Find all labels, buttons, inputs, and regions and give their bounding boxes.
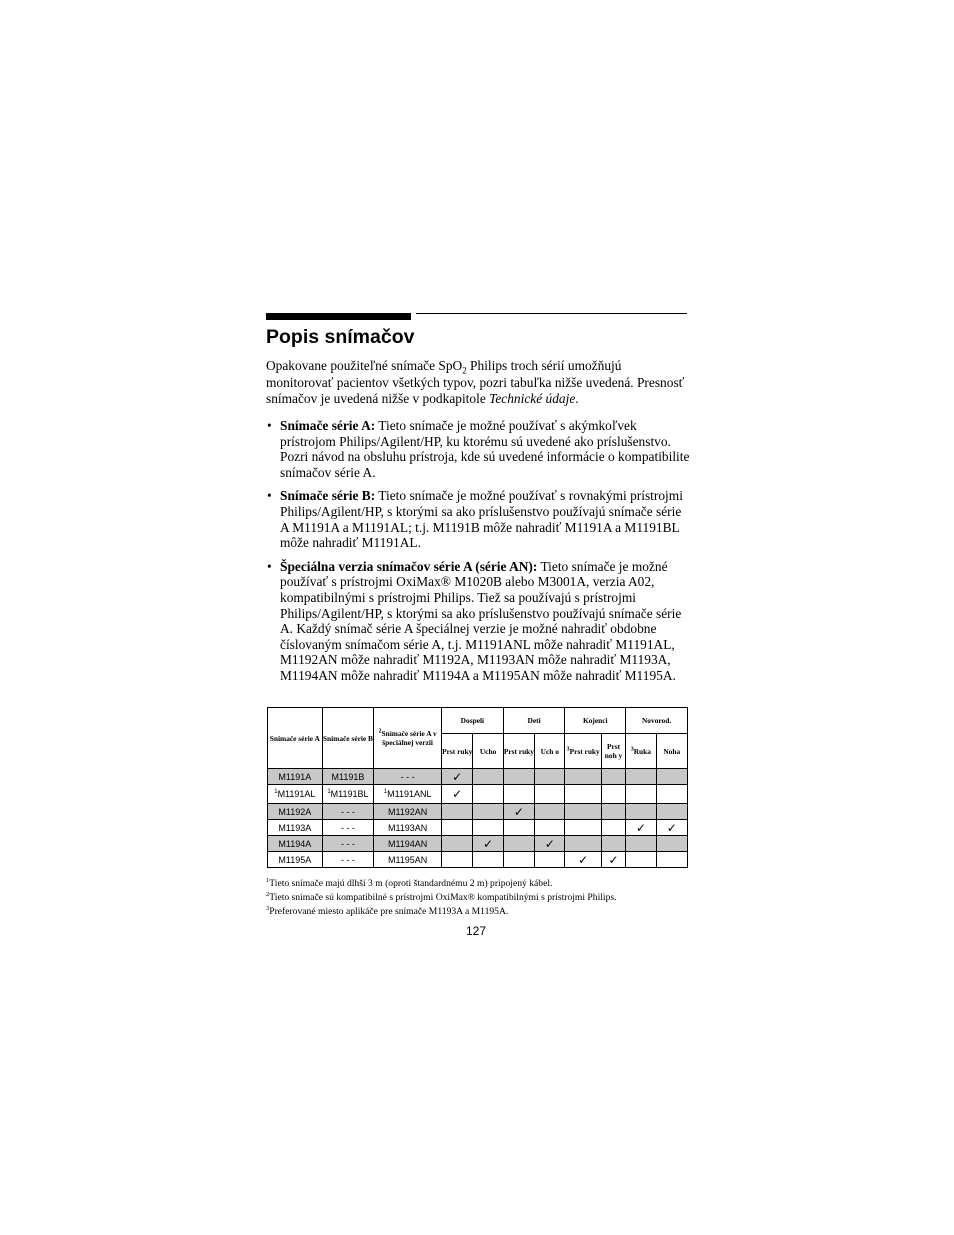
subheader-neo-hand: $^3$Ruka <box>626 734 656 769</box>
table-row <box>268 769 688 785</box>
list-item <box>266 418 692 480</box>
check-mark: ✓ <box>473 836 503 852</box>
subheader-infant-toe: Prst noh y <box>601 734 625 769</box>
check-mark <box>626 852 656 868</box>
sensor-compatibility-table <box>267 707 688 868</box>
cell-series-an: - - - <box>374 769 442 785</box>
header-series-b: Snímače série B <box>322 708 374 769</box>
check-mark <box>601 785 625 804</box>
check-mark: ✓ <box>535 836 565 852</box>
check-mark <box>626 785 656 804</box>
bullet-marker: • <box>267 418 272 433</box>
check-mark: ✓ <box>601 852 625 868</box>
cell-series-b: - - - <box>322 836 374 852</box>
table-row <box>268 820 688 836</box>
check-mark <box>601 804 625 820</box>
check-mark <box>442 804 473 820</box>
check-mark <box>656 836 687 852</box>
check-mark <box>503 820 534 836</box>
table-row <box>268 836 688 852</box>
list-item <box>266 488 692 550</box>
intro-reference: Technické údaje <box>489 391 576 406</box>
intro-paragraph <box>266 358 690 408</box>
check-mark: ✓ <box>442 769 473 785</box>
subheader-child-ear: Uch o <box>535 734 565 769</box>
list-item-label: Snímače série B: <box>280 488 376 504</box>
check-mark <box>601 769 625 785</box>
cell-series-an: M1195AN <box>374 852 442 868</box>
cell-series-b: - - - <box>322 804 374 820</box>
header-adults: Dospelí <box>442 708 504 734</box>
footnote: $^1$Tieto snímače majú dlhší 3 m (oproti štandardnému 2 m) pripojený kábel. <box>266 876 553 889</box>
footnotes <box>266 877 696 919</box>
list-item <box>266 559 692 684</box>
header-series-an: $^2$Snímače série A v špeciálnej verzii <box>374 708 442 769</box>
check-mark: ✓ <box>656 820 687 836</box>
cell-series-b: - - - <box>322 820 374 836</box>
check-mark <box>565 785 601 804</box>
sensor-series-list <box>266 418 692 692</box>
heading-rule-thick <box>266 313 411 320</box>
cell-series-an: $^1$M1191ANL <box>374 785 442 804</box>
header-series-a: Snímače série A <box>268 708 323 769</box>
cell-series-a: M1191A <box>268 769 323 785</box>
check-mark <box>656 804 687 820</box>
intro-text-1: Opakovane použiteľné snímače SpO <box>266 358 463 373</box>
header-children: Deti <box>503 708 565 734</box>
check-mark <box>473 852 503 868</box>
check-mark <box>503 769 534 785</box>
subheader-child-finger: Prst ruky <box>503 734 534 769</box>
bullet-marker: • <box>267 488 272 504</box>
cell-series-a: $^1$M1191AL <box>268 785 323 804</box>
check-mark <box>601 820 625 836</box>
check-mark <box>565 769 601 785</box>
check-mark <box>565 820 601 836</box>
subheader-neo-foot: Noha <box>656 734 687 769</box>
table-row <box>268 852 688 868</box>
cell-series-a: M1192A <box>268 804 323 820</box>
check-mark: ✓ <box>626 820 656 836</box>
page-title: Popis snímačov <box>266 326 415 348</box>
check-mark <box>473 769 503 785</box>
list-item-label: Snímače série A: <box>280 418 376 433</box>
check-mark <box>535 785 565 804</box>
check-mark: ✓ <box>565 852 601 868</box>
check-mark <box>601 836 625 852</box>
check-mark <box>656 785 687 804</box>
cell-series-an: M1193AN <box>374 820 442 836</box>
check-mark <box>473 804 503 820</box>
check-mark <box>565 804 601 820</box>
check-mark <box>473 820 503 836</box>
check-mark <box>535 769 565 785</box>
check-mark <box>626 836 656 852</box>
check-mark <box>473 785 503 804</box>
check-mark <box>656 852 687 868</box>
header-infants: Kojenci <box>565 708 626 734</box>
check-mark <box>503 836 534 852</box>
cell-series-a: M1193A <box>268 820 323 836</box>
footnote: $^3$Preferované miesto aplikáče pre snímače M1193A a M1195A. <box>266 904 509 917</box>
intro-subscript: 2 <box>462 365 467 376</box>
check-mark <box>565 836 601 852</box>
list-item-text: Tieto snímače je možné používať s prístrojmi OxiMax® M1020B alebo M3001A, verzia A02, kompatibilnými s prístrojmi Philips. Tiež sa používajú s prístrojmi Philips/Agilent/HP, s ktorými sa ako príslušenstvo používajú snímače série A. Každý snímač série A špeciálnej verzie je možné nahradiť obdobne číslovaným snímačom série A, t.j. M1191ANL môže nahradiť M1191AL, M1192AN môže nahradiť M1192A, M1193AN môže nahradiť M1193A, M1194AN môže nahradiť M1194A a M1195AN môže nahradiť M1195A. <box>280 558 682 683</box>
cell-series-a: M1194A <box>268 836 323 852</box>
subheader-adult-finger: Prst ruky <box>442 734 473 769</box>
page-number: 127 <box>466 924 487 938</box>
check-mark <box>626 769 656 785</box>
table-row <box>268 804 688 820</box>
bullet-marker: • <box>267 558 272 574</box>
intro-text-3: . <box>575 391 579 406</box>
subheader-infant-finger: $^3$Prst ruky <box>565 734 601 769</box>
check-mark <box>442 852 473 868</box>
list-item-text: Tieto snímače je možné používať s akýmkoľvek prístrojom Philips/Agilent/HP, ku ktorému sú uvedené ako príslušenstvo. Pozri návod na obsluhu prístroja, kde sú uvedené informácie o kompatibilite snímačov série A. <box>280 418 690 480</box>
cell-series-b: M1191B <box>322 769 374 785</box>
table-row <box>268 785 688 804</box>
cell-series-an: M1194AN <box>374 836 442 852</box>
heading-rule-thin <box>416 313 687 314</box>
cell-series-b: $^1$M1191BL <box>322 785 374 804</box>
cell-series-an: M1192AN <box>374 804 442 820</box>
check-mark: ✓ <box>503 804 534 820</box>
check-mark <box>535 852 565 868</box>
intro-text-2: Philips troch sérií umožňujú monitorovať pacientov všetkých typov, pozri tabuľka nižše uvedená. Presnosť snímačov je uvedená nižše v podkapitole <box>266 358 685 406</box>
list-item-text: Tieto snímače je možné používať s rovnakými prístrojmi Philips/Agilent/HP, s ktorými sa ako príslušenstvo používajú snímače série A M1191A a M1191AL; t.j. M1191B môže nahradiť M1191A a M1191BL môže nahradiť M1191AL. <box>280 488 683 551</box>
cell-series-b: - - - <box>322 852 374 868</box>
subheader-adult-ear: Ucho <box>473 734 503 769</box>
check-mark <box>442 820 473 836</box>
check-mark <box>442 836 473 852</box>
check-mark <box>535 804 565 820</box>
list-item-label: Špeciálna verzia snímačov série A (série AN): <box>280 558 538 574</box>
check-mark <box>503 852 534 868</box>
cell-series-a: M1195A <box>268 852 323 868</box>
check-mark <box>503 785 534 804</box>
header-neonates: Novorod. <box>626 708 688 734</box>
check-mark: ✓ <box>442 785 473 804</box>
check-mark <box>626 804 656 820</box>
footnote: $^2$Tieto snímače sú kompatibilné s prístrojmi OxiMax® kompatibilnými s prístrojmi Philips. <box>266 890 617 903</box>
check-mark <box>656 769 687 785</box>
check-mark <box>535 820 565 836</box>
